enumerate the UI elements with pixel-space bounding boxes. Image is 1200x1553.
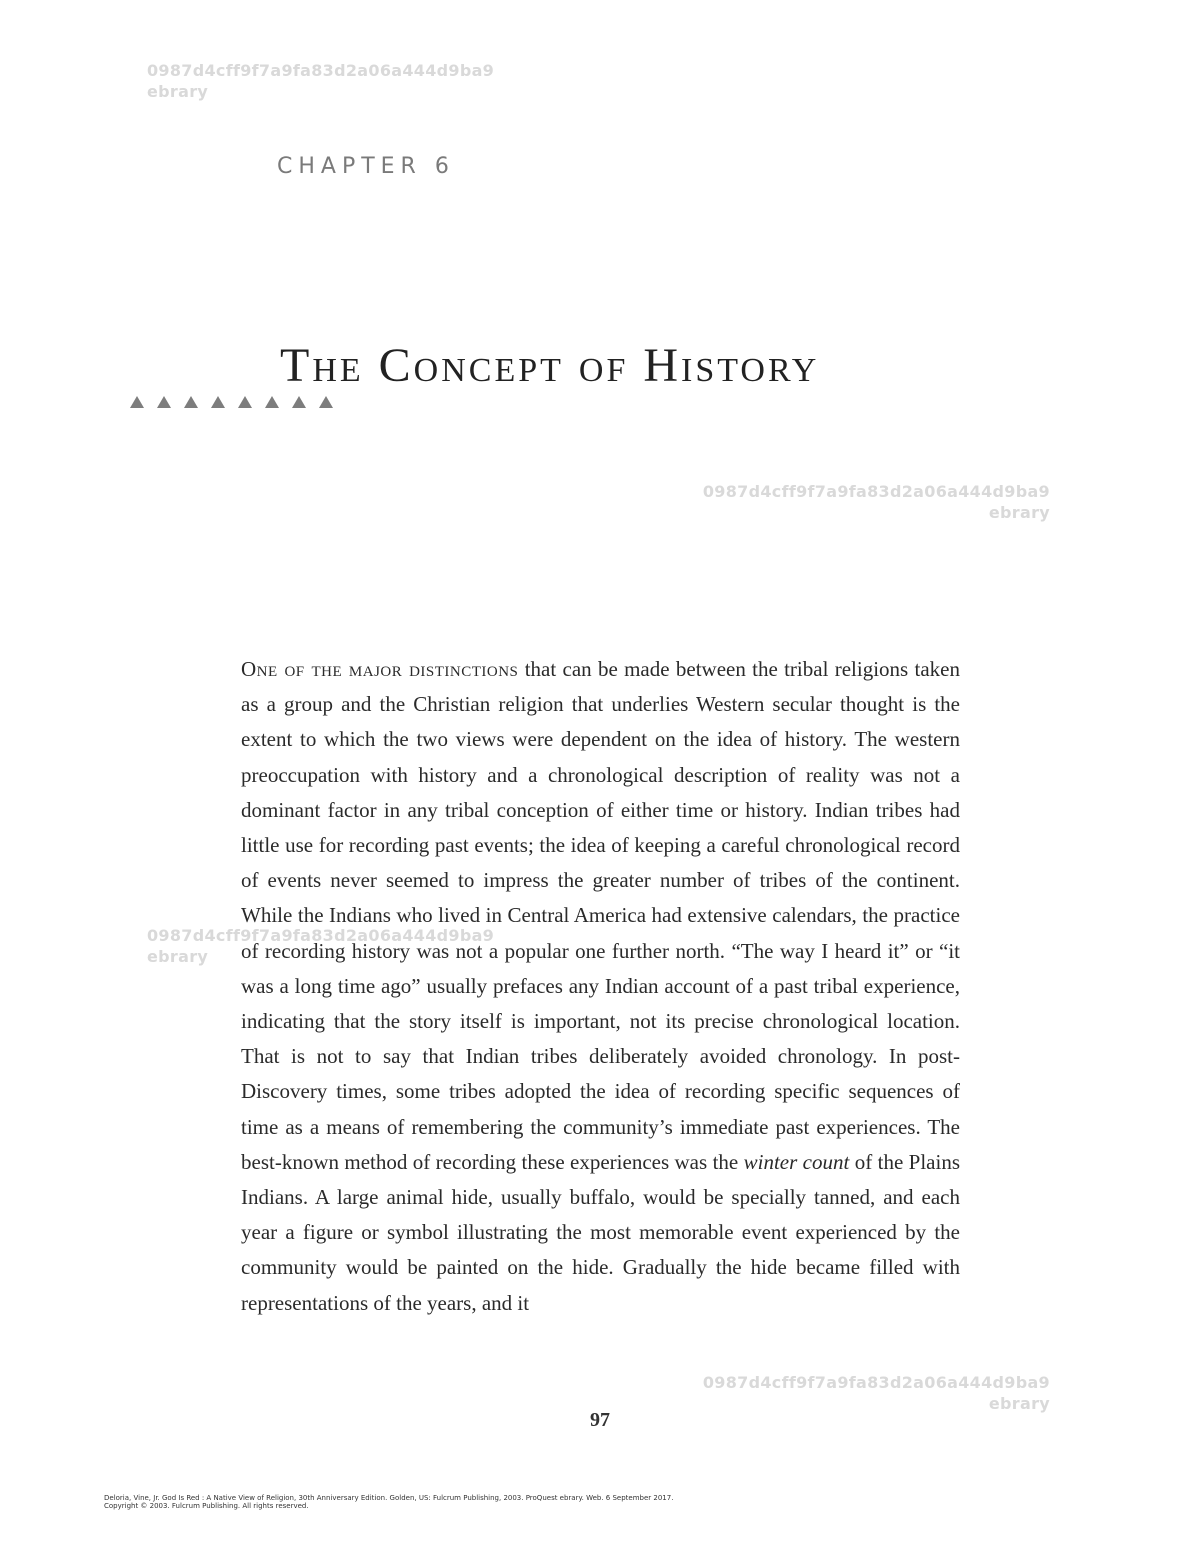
body-paragraph [241, 652, 960, 1321]
watermark-hash: 0987d4cff9f7a9fa83d2a06a444d9ba9 [147, 61, 495, 80]
chapter-title: The Concept of History [280, 339, 820, 392]
watermark-brand: ebrary [988, 503, 1050, 522]
body-text-part-2: of the Plains Indians. A large animal hide, usually buffalo, would be specially tanned, and each year a figure or symbol illustrating the most memorable event experienced by the community would be painted on the hide. Gradually the hide became filled with representations of the years, and it [241, 1149, 961, 1315]
watermark-top-left [147, 60, 494, 102]
triangle-ornament [130, 396, 333, 408]
chapter-label: CHAPTER 6 [277, 154, 455, 179]
watermark-brand: ebrary [147, 82, 209, 101]
triangle-icon [184, 396, 198, 408]
copyright-line: Copyright © 2003. Fulcrum Publishing. All rights reserved. [104, 1502, 309, 1510]
page-number: 97 [590, 1409, 610, 1431]
triangle-icon [238, 396, 252, 408]
watermark-hash: 0987d4cff9f7a9fa83d2a06a444d9ba9 [702, 1373, 1050, 1392]
triangle-icon [292, 396, 306, 408]
triangle-icon [265, 396, 279, 408]
body-text-part-1: that can be made between the tribal religions taken as a group and the Christian religion that underlies Western secular thought is the extent to which the two views were dependent on the idea of history. The western preoccupation with history and a chronological description of reality was not a dominant factor in any tribal conception of either time or history. Indian tribes had little use for recording past events; the idea of keeping a careful chronological record of events never seemed to impress the greater number of tribes of the continent. While the Indians who lived in Central America had extensive calendars, the practice of recording history was not a popular one further north. “The way I heard it” or “it was a long time ago” usually prefaces any Indian account of a past tribal experience, indicating that the story itself is important, not its precise chronological location. That is not to say that Indian tribes deliberately avoided chronology. In post-Discovery times, some tribes adopted the idea of recording specific sequences of time as a means of remembering the community’s immediate past experiences. The best-known method of recording these experiences was the [241, 657, 960, 1174]
emphasis-winter-count: winter count [743, 1149, 850, 1174]
citation-footer [104, 1494, 673, 1510]
triangle-icon [157, 396, 171, 408]
watermark-brand: ebrary [147, 947, 209, 966]
triangle-icon [319, 396, 333, 408]
watermark-brand: ebrary [988, 1394, 1050, 1413]
watermark-mid-right [703, 481, 1050, 523]
triangle-icon [211, 396, 225, 408]
lead-in-small-caps: One of the major distinctions [241, 657, 519, 681]
triangle-icon [130, 396, 144, 408]
watermark-hash: 0987d4cff9f7a9fa83d2a06a444d9ba9 [147, 926, 495, 945]
watermark-hash: 0987d4cff9f7a9fa83d2a06a444d9ba9 [702, 482, 1050, 501]
citation-line: Deloria, Vine, Jr. God Is Red : A Native View of Religion, 30th Anniversary Edition. Golden, US: Fulcrum Publishing, 2003. ProQuest ebrary. Web. 6 September 2017. [104, 1494, 674, 1502]
watermark-bottom-right [703, 1372, 1050, 1414]
